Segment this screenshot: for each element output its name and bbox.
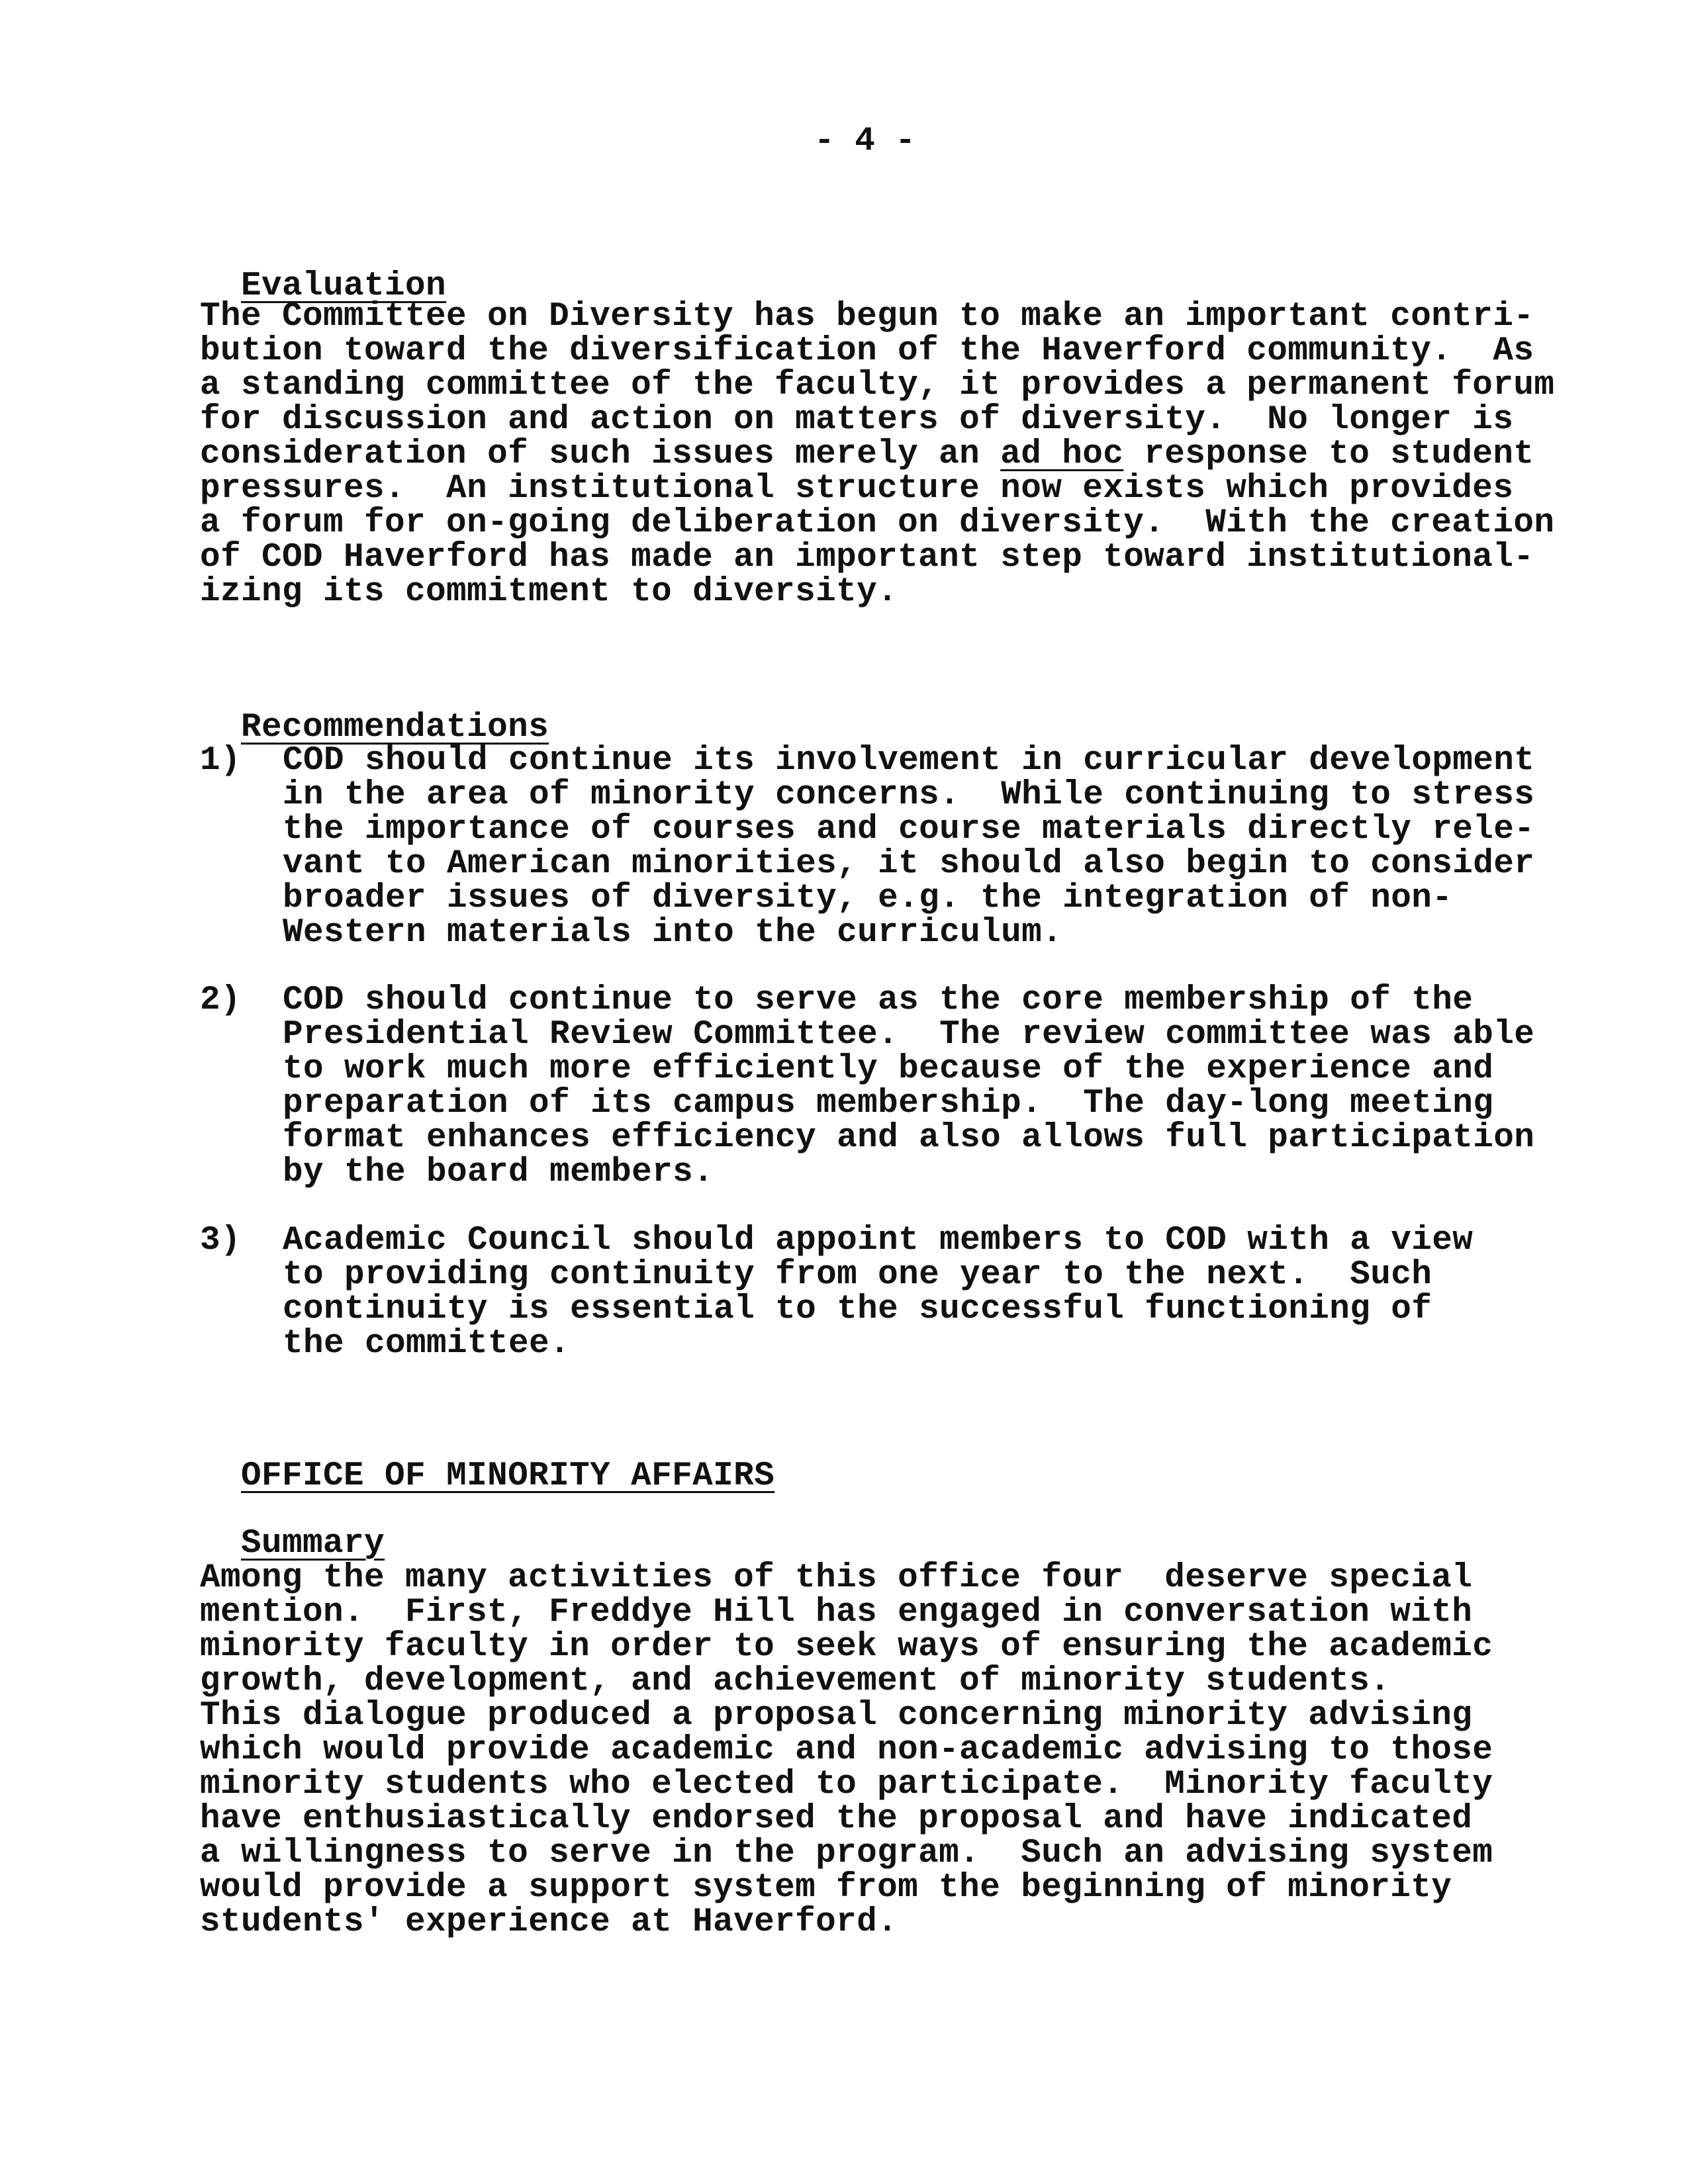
text-line: COD should continue its involvement in curricular development <box>283 742 1535 780</box>
text-line: a standing committee of the faculty, it provides a permanent forum <box>200 367 1555 404</box>
summary-heading-text: Summary <box>241 1525 385 1563</box>
text-line: a forum for on-going deliberation on diversity. With the creation <box>200 504 1555 542</box>
text-line: students' experience at Haverford. <box>200 1903 898 1941</box>
text-line: The Committee on Diversity has begun to make an important contri- <box>200 298 1534 336</box>
text-line: growth, development, and achievement of minority students. <box>200 1662 1391 1700</box>
page-number: - 4 - <box>814 122 916 160</box>
office-heading-text: OFFICE OF MINORITY AFFAIRS <box>241 1457 775 1495</box>
text-line: minority faculty in order to seek ways of ensuring the academic <box>200 1628 1493 1666</box>
recommendations-heading-text: Recommendations <box>241 709 549 747</box>
item-number: 2) <box>200 981 242 1019</box>
item-number: 1) <box>200 742 242 780</box>
text-line: would provide a support system from the beginning of minority <box>200 1869 1452 1907</box>
text-line: izing its commitment to diversity. <box>200 573 898 611</box>
item-text <box>283 983 1534 1190</box>
office-heading <box>200 1425 774 1494</box>
text-line: vant to American minorities, it should also begin to consider <box>283 845 1535 883</box>
evaluation-heading-text: Evaluation <box>241 267 447 305</box>
text-line: mention. First, Freddye Hill has engaged in conversation with <box>200 1594 1473 1631</box>
text-line: format enhances efficiency and also allows full participation <box>283 1119 1535 1157</box>
text-line: Among the many activities of this office four deserve special <box>200 1559 1473 1597</box>
text-line: pressures. An institutional structure now exists which provides <box>200 470 1514 508</box>
text-line: broader issues of diversity, e.g. the integration of non- <box>283 880 1453 917</box>
text-line: to work much more efficiently because of the experience and <box>283 1050 1494 1088</box>
recommendations-heading <box>200 676 549 745</box>
ad-hoc-underlined: ad hoc <box>1000 435 1124 473</box>
text-line: by the board members. <box>283 1154 714 1191</box>
text-line: COD should continue to serve as the core membership of the <box>283 981 1474 1019</box>
text-line: bution toward the diversification of the Haverford community. As <box>200 332 1534 370</box>
text-line: in the area of minority concerns. While continuing to stress <box>283 776 1535 814</box>
text-line: Academic Council should appoint members to COD with a view <box>283 1222 1474 1259</box>
text-line: of COD Haverford has made an important step toward institutional- <box>200 539 1534 576</box>
item-number: 3) <box>200 1222 242 1259</box>
text-line: continuity is essential to the successful functioning of <box>283 1291 1432 1328</box>
text-line: This dialogue produced a proposal concerning minority advising <box>200 1697 1473 1735</box>
text-line: preparation of its campus membership. The day-long meeting <box>283 1085 1494 1122</box>
evaluation-heading <box>200 235 446 304</box>
text-line: the committee. <box>283 1325 571 1363</box>
summary-paragraph <box>200 1561 1493 1940</box>
text-line: for discussion and action on matters of diversity. No longer is <box>200 401 1514 439</box>
evaluation-paragraph <box>200 300 1554 610</box>
text-line: which would provide academic and non-academic advising to those <box>200 1731 1493 1769</box>
item-text <box>283 744 1534 950</box>
text-line: the importance of courses and course materials directly rele- <box>283 811 1535 848</box>
item-text <box>283 1224 1473 1361</box>
text-line: to providing continuity from one year to the next. Such <box>283 1256 1432 1294</box>
text-line: consideration of such issues merely an ad hoc response to student <box>200 435 1534 473</box>
text-line: Western materials into the curriculum. <box>283 914 1063 952</box>
text-line: minority students who elected to participate. Minority faculty <box>200 1766 1493 1803</box>
summary-heading <box>200 1492 385 1561</box>
text-line: Presidential Review Committee. The review committee was able <box>283 1016 1535 1054</box>
text-line: have enthusiastically endorsed the proposal and have indicated <box>200 1800 1473 1838</box>
text-line: a willingness to serve in the program. Such an advising system <box>200 1835 1493 1872</box>
